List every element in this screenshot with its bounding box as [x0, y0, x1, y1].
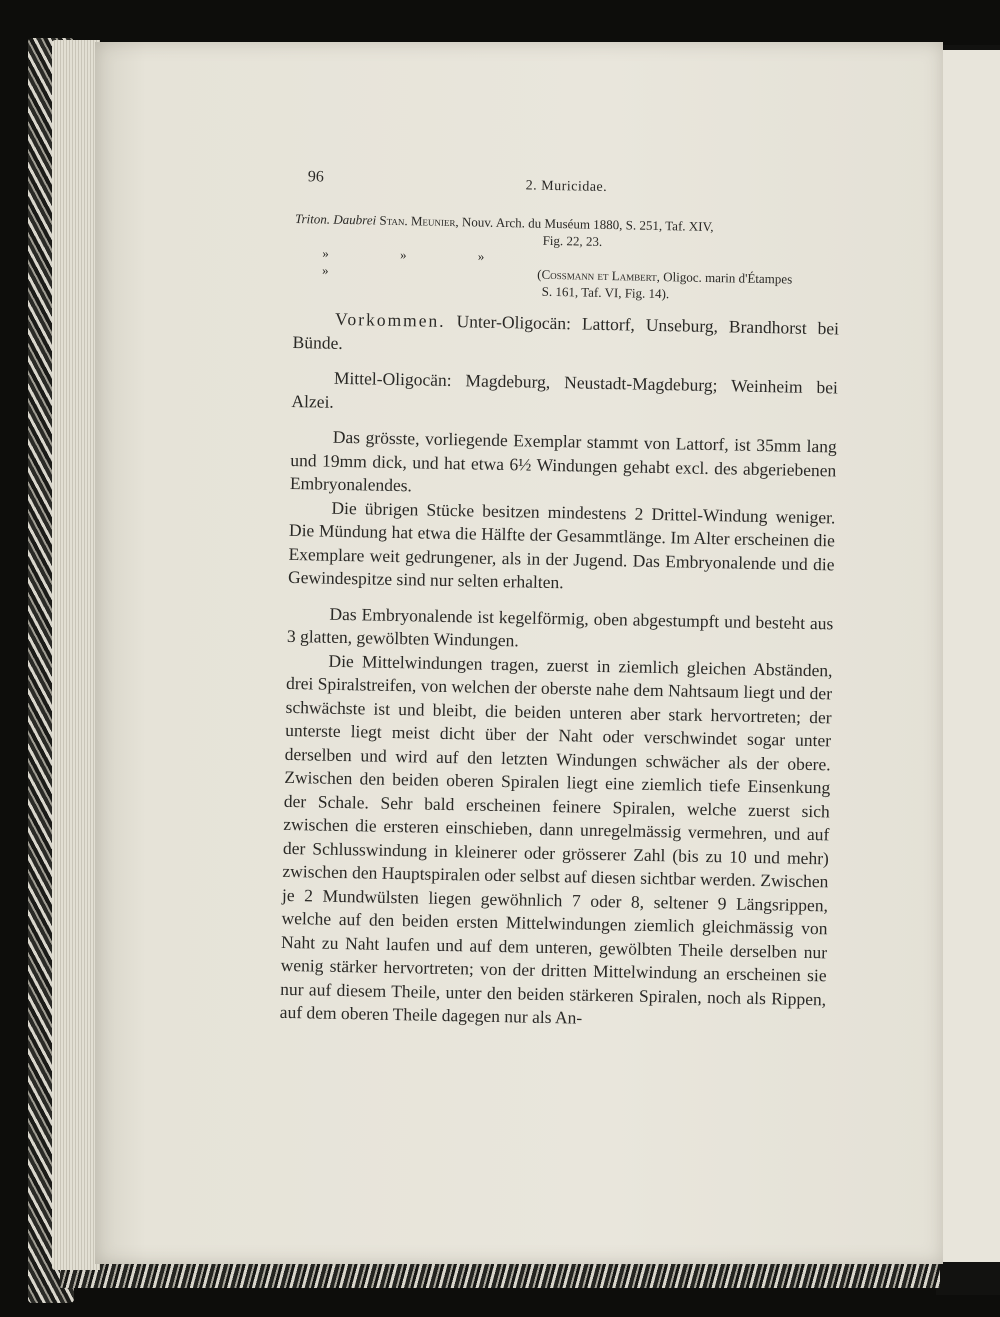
section-title: 2. Muricidae.: [525, 178, 608, 195]
synonymy-references: [294, 210, 842, 305]
paragraph-embryonalende: Das Embryonalende ist kegelförmig, oben abgestumpft und besteht aus 3 glatten, gewölbten Windungen.: [286, 603, 834, 651]
author-name: Cossmann et Lambert,: [541, 266, 661, 285]
vorkommen-label: Vorkommen.: [334, 308, 446, 331]
facing-page-edge: [943, 50, 1000, 1262]
book-cover-bottom: [60, 1262, 940, 1288]
paragraph-mittelwindungen: Die Mittelwindungen tragen, zuerst in ziemlich gleichen Abständen, drei Spiralstreifen, von welchen der oberste nahe dem Nahtsaum liegt und der schwächste ist und bleibt, die beiden unteren aber stark hervortreten; der unterste liegt meist dicht über der Naht oder verschwindet sogar unter derselben und wird auf den letzten Windungen schwächer als der obere. Zwischen den beiden oberen Spiralen liegt eine ziemlich tiefe Einsenkung der Schale. Sehr bald erscheinen feinere Spiralen, welche zuerst sich zwischen die ersteren einschieben, dann unregelmässig vermehren, und auf der Schlusswindung in kleinerer oder grösserer Zahl (bis zu 10 und mehr) zwischen den Hauptspiralen oder selbst auf diesen sichtbar werden. Zwischen je 2 Mundwülsten liegen gewöhnlich 7 oder 8, seltener 9 Längsrippen, welche auf den beiden ersten Mittelwindungen ziemlich gleichmässig von Naht zu Naht laufen und auf dem unteren, gewölbten Theile derselben nur wenig stärker hervortreten; von der dritten Mittelwindung an erscheinen sie nur auf diesem Theile, unter den beiden stärkeren Spiralen, noch als Rippen, auf dem oberen Theile dagegen nur als An-: [279, 650, 833, 1028]
reference-citation: Nouv. Arch. du Muséum 1880, S. 251, Taf. XIV,: [461, 214, 714, 235]
author-name: Stan. Meunier,: [379, 212, 459, 230]
page-edges: [52, 40, 100, 1270]
reference-continuation: Fig. 22, 23.: [542, 232, 603, 249]
reference-citation: Oligoc. marin d'Étampes: [663, 269, 793, 287]
page-number: 96: [307, 168, 324, 186]
reference-line: » » » » (Cossmann et Lambert, Oligoc. marin d'Étampes: [294, 244, 841, 288]
ditto-marks: » » » »: [321, 245, 519, 279]
genus-name: Triton.: [294, 210, 331, 227]
paragraph-groesste: Das grösste, vorliegende Exemplar stammt von Lattorf, ist 35mm lang und 19mm dick, und hat etwa 6½ Windungen gehabt excl. des abgeriebenen Embryonalendes.: [289, 426, 837, 496]
species-name: Daubrei: [333, 211, 377, 228]
page-text: [280, 168, 842, 1035]
vorkommen-text: Unter-Oligocän: Lattorf, Unseburg, Brandhorst bei Bünde.: [292, 311, 840, 353]
reference-continuation: S. 161, Taf. VI, Fig. 14).: [541, 283, 670, 302]
paragraph-uebrigen: Die übrigen Stücke besitzen mindestens 2 Drittel-Windung weniger. Die Mündung hat etwa die Hälfte der Gesammtlänge. Im Alter erscheinen die Exemplare weit gedrungener, als in der Jugend. Das Embryonalende und die Gewindespitze sind nur selten erhalten.: [287, 497, 836, 593]
paragraph-mittel-oligocaen: Mittel-Oligocän: Magdeburg, Neustadt-Magdeburg; Weinheim bei Alzei.: [291, 367, 839, 412]
paragraph-vorkommen: [292, 307, 839, 364]
